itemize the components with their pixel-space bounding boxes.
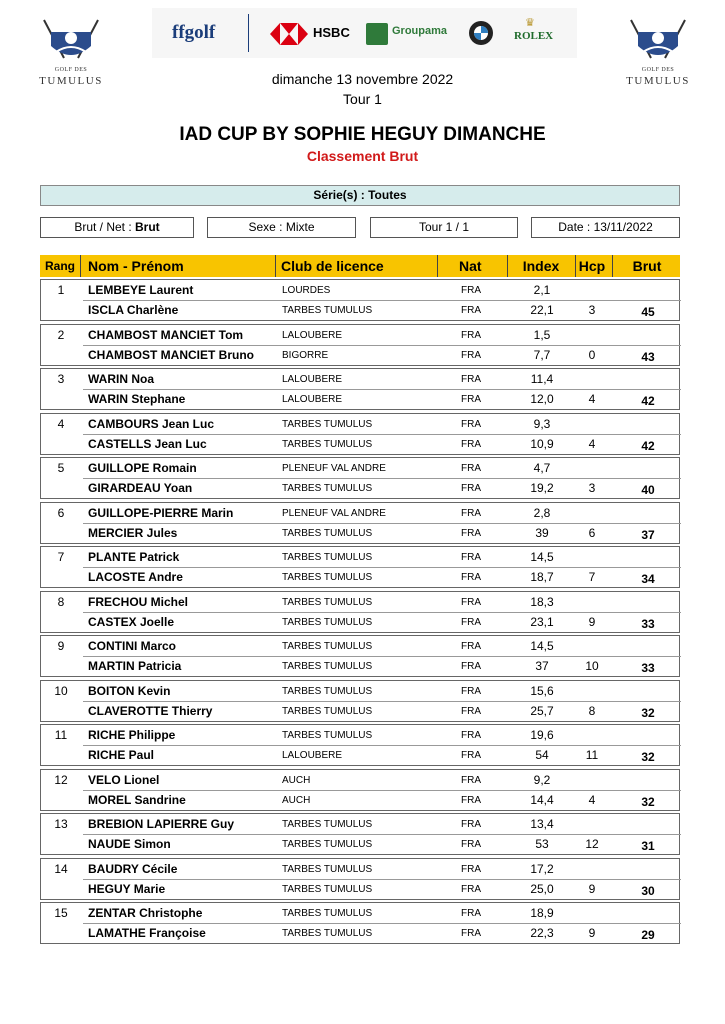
sexe-value: Mixte (285, 220, 315, 234)
team-brut-score: 34 (641, 572, 655, 586)
player-name: MERCIER Jules (88, 525, 178, 540)
team-group (40, 546, 680, 588)
player-nat: FRA (461, 285, 481, 296)
player-nat: FRA (461, 685, 481, 697)
rank-cell: 13 (54, 817, 68, 831)
golf-clubs-icon (34, 18, 108, 68)
row-divider (83, 923, 681, 924)
player-index: 37 (535, 659, 549, 673)
sponsor-divider (248, 14, 249, 52)
groupama-logo-text: Groupama (392, 25, 448, 37)
event-date: dimanche 13 novembre 2022 (271, 71, 454, 87)
player-name: WARIN Stephane (88, 392, 186, 406)
player-club: TARBES TUMULUS (282, 438, 373, 450)
player-club: TARBES TUMULUS (282, 572, 373, 583)
logo-ring-text: GOLF DES (641, 67, 675, 73)
player-index: 54 (535, 748, 549, 762)
player-index: 10,9 (530, 436, 554, 451)
player-nat: FRA (461, 641, 481, 652)
player-nat: FRA (461, 552, 481, 563)
header-separator (612, 255, 613, 277)
rank-cell: 11 (54, 728, 68, 742)
player-club: TARBES TUMULUS (282, 705, 373, 717)
player-name: LACOSTE Andre (88, 570, 183, 584)
player-name: PLANTE Patrick (88, 550, 180, 564)
team-brut-score: 37 (641, 527, 655, 542)
player-club: TARBES TUMULUS (282, 552, 373, 563)
row-divider (83, 478, 681, 479)
player-index: 18,3 (530, 594, 554, 609)
player-index: 22,3 (530, 926, 554, 940)
team-group (40, 680, 680, 722)
team-group (40, 724, 680, 766)
brut-net-box (40, 217, 194, 238)
player-name: VELO Lionel (88, 772, 160, 787)
player-club: LALOUBERE (282, 374, 343, 385)
rank-cell: 10 (54, 683, 68, 698)
team-group (40, 368, 680, 410)
sexe-box (207, 217, 356, 238)
player-nat: FRA (461, 374, 481, 385)
player-nat: FRA (461, 438, 481, 450)
player-index: 2,8 (533, 505, 551, 520)
team-brut-score: 32 (641, 705, 655, 720)
player-nat: FRA (461, 705, 481, 717)
player-name: CHAMBOST MANCIET Bruno (88, 347, 254, 362)
team-hcp: 9 (588, 926, 596, 940)
ffgolf-logo: ffgolf (172, 22, 216, 43)
team-brut-score: 42 (641, 394, 655, 408)
header-separator (275, 255, 276, 277)
player-index: 39 (535, 525, 549, 540)
team-hcp: 3 (588, 303, 596, 317)
team-brut-score: 33 (641, 616, 655, 631)
player-nat: FRA (461, 883, 481, 895)
player-name: MOREL Sandrine (88, 792, 186, 807)
player-club: PLENEUF VAL ANDRE (282, 463, 386, 474)
player-name: BREBION LAPIERRE Guy (88, 817, 235, 831)
player-nat: FRA (461, 928, 481, 939)
player-index: 14,5 (530, 639, 554, 653)
player-nat: FRA (461, 463, 481, 474)
brut-net-value: Brut (135, 220, 160, 234)
player-nat: FRA (461, 730, 481, 741)
player-nat: FRA (461, 839, 481, 850)
player-club: BIGORRE (282, 349, 329, 361)
player-index: 2,1 (533, 283, 551, 297)
rank-cell: 2 (57, 327, 65, 342)
team-brut-score: 32 (641, 794, 655, 809)
player-index: 18,7 (530, 570, 554, 584)
results-table-header (40, 255, 680, 277)
rank-cell: 15 (54, 906, 68, 920)
player-nat: FRA (461, 596, 481, 608)
player-club: TARBES TUMULUS (282, 641, 373, 652)
player-club: TARBES TUMULUS (282, 730, 373, 741)
player-club: TARBES TUMULUS (282, 908, 373, 919)
player-nat: FRA (461, 774, 481, 786)
col-hcp: Hcp (578, 258, 606, 274)
golf-clubs-icon (621, 18, 695, 68)
rank-cell: 9 (57, 639, 65, 653)
header-separator (437, 255, 438, 277)
player-club: TARBES TUMULUS (282, 839, 373, 850)
team-group (40, 635, 680, 677)
team-hcp: 11 (585, 748, 599, 762)
hsbc-logo-text: HSBC (313, 25, 350, 40)
player-name: WARIN Noa (88, 372, 154, 386)
page-subtitle: Classement Brut (306, 148, 419, 164)
team-hcp: 4 (588, 392, 596, 406)
player-index: 53 (535, 837, 549, 851)
date-box: Date : 13/11/2022 (531, 217, 680, 238)
row-divider (83, 523, 681, 524)
header-separator (80, 255, 81, 277)
player-club: TARBES TUMULUS (282, 418, 373, 430)
rank-cell: 7 (57, 550, 65, 564)
col-index: Index (522, 258, 560, 274)
player-nat: FRA (461, 394, 481, 405)
rank-cell: 14 (54, 861, 68, 876)
player-club: AUCH (282, 794, 311, 806)
player-index: 19,2 (530, 481, 554, 495)
player-name: GUILLOPE-PIERRE Marin (88, 505, 234, 520)
player-club: TARBES TUMULUS (282, 928, 373, 939)
player-index: 22,1 (530, 303, 554, 317)
team-hcp: 4 (588, 792, 596, 807)
player-name: CAMBOURS Jean Luc (88, 416, 215, 431)
team-hcp: 9 (588, 614, 596, 629)
player-club: LALOUBERE (282, 329, 343, 341)
player-club: TARBES TUMULUS (282, 305, 373, 316)
player-index: 19,6 (530, 728, 554, 742)
player-club: TARBES TUMULUS (282, 616, 373, 628)
player-index: 12,0 (530, 392, 554, 406)
player-index: 9,3 (533, 416, 551, 431)
player-index: 9,2 (533, 772, 551, 787)
player-index: 11,4 (530, 372, 554, 386)
sponsor-banner (152, 8, 577, 58)
player-name: ZENTAR Christophe (88, 906, 203, 920)
team-hcp: 3 (588, 481, 596, 495)
player-name: LAMATHE Françoise (88, 926, 206, 940)
player-club: LALOUBERE (282, 394, 343, 405)
team-hcp: 9 (588, 881, 596, 896)
team-brut-score: 33 (641, 661, 655, 675)
player-name: CHAMBOST MANCIET Tom (88, 327, 244, 342)
team-hcp: 10 (585, 659, 599, 673)
player-nat: FRA (461, 819, 481, 830)
logo-name-text: TUMULUS (39, 75, 103, 87)
player-nat: FRA (461, 863, 481, 875)
player-name: CONTINI Marco (88, 639, 177, 653)
player-name: BAUDRY Cécile (88, 861, 178, 876)
event-tour: Tour 1 (343, 91, 382, 107)
player-index: 14,4 (530, 792, 554, 807)
player-name: FRECHOU Michel (88, 594, 189, 609)
team-hcp: 6 (588, 525, 596, 540)
team-brut-score: 43 (641, 349, 655, 364)
team-group (40, 279, 680, 321)
team-brut-score: 42 (641, 438, 655, 453)
team-group (40, 502, 680, 544)
player-index: 25,0 (530, 881, 554, 896)
player-name: CASTELLS Jean Luc (88, 436, 207, 451)
team-hcp: 0 (588, 347, 596, 362)
player-nat: FRA (461, 572, 481, 583)
row-divider (83, 790, 681, 791)
player-nat: FRA (461, 794, 481, 806)
team-group (40, 813, 680, 855)
rolex-logo-text: ROLEX (514, 30, 554, 42)
player-index: 18,9 (530, 906, 554, 920)
player-index: 25,7 (530, 703, 554, 718)
series-filter-bar: Série(s) : Toutes (40, 185, 680, 206)
col-nat: Nat (459, 258, 482, 274)
player-club: TARBES TUMULUS (282, 527, 373, 539)
rank-cell: 8 (57, 594, 65, 609)
player-index: 13,4 (530, 817, 554, 831)
player-name: LEMBEYE Laurent (88, 283, 194, 297)
team-group (40, 858, 680, 900)
player-name: RICHE Philippe (88, 728, 176, 742)
rank-cell: 12 (54, 772, 68, 787)
player-index: 1,5 (533, 327, 551, 342)
player-name: RICHE Paul (88, 748, 155, 762)
player-name: GIRARDEAU Yoan (88, 481, 193, 495)
page-title: IAD CUP BY SOPHIE HEGUY DIMANCHE (179, 124, 546, 145)
row-divider (83, 612, 681, 613)
player-club: TARBES TUMULUS (282, 596, 373, 608)
player-index: 4,7 (533, 461, 551, 475)
player-nat: FRA (461, 661, 481, 672)
col-brut: Brut (632, 258, 662, 274)
team-group (40, 769, 680, 811)
team-hcp: 12 (585, 837, 599, 851)
player-club: AUCH (282, 774, 311, 786)
player-nat: FRA (461, 750, 481, 761)
player-club: TARBES TUMULUS (282, 685, 373, 697)
rolex-crown-icon: ♛ (525, 17, 535, 29)
player-nat: FRA (461, 507, 481, 519)
bmw-roundel-icon (469, 21, 493, 45)
rank-cell: 4 (57, 416, 65, 431)
team-hcp: 4 (588, 436, 596, 451)
player-name: GUILLOPE Romain (88, 461, 197, 475)
brut-net-label: Brut / Net : (74, 220, 132, 234)
logo-name-text: TUMULUS (626, 75, 690, 87)
rank-cell: 1 (57, 283, 65, 297)
team-group (40, 591, 680, 633)
player-index: 7,7 (533, 347, 551, 362)
player-club: LALOUBERE (282, 750, 343, 761)
player-name: NAUDE Simon (88, 837, 171, 851)
player-nat: FRA (461, 418, 481, 430)
player-club: TARBES TUMULUS (282, 883, 373, 895)
col-rang: Rang (45, 259, 75, 273)
team-group (40, 324, 680, 366)
groupama-icon (366, 23, 388, 45)
player-index: 15,6 (530, 683, 554, 698)
col-nom: Nom - Prénom (88, 258, 184, 274)
player-nat: FRA (461, 616, 481, 628)
team-brut-score: 45 (641, 305, 655, 319)
row-divider (83, 567, 681, 568)
player-name: BOITON Kevin (88, 683, 171, 698)
team-brut-score: 31 (641, 839, 655, 853)
team-brut-score: 29 (641, 928, 655, 942)
player-nat: FRA (461, 329, 481, 341)
row-divider (83, 345, 681, 346)
player-nat: FRA (461, 527, 481, 539)
team-brut-score: 40 (641, 483, 655, 497)
tour-box: Tour 1 / 1 (370, 217, 518, 238)
row-divider (83, 389, 681, 390)
player-nat: FRA (461, 349, 481, 361)
row-divider (83, 300, 681, 301)
rank-cell: 5 (57, 461, 65, 475)
row-divider (83, 745, 681, 746)
player-name: ISCLA Charlène (88, 303, 179, 317)
rank-cell: 6 (57, 505, 65, 520)
player-nat: FRA (461, 483, 481, 494)
player-name: CLAVEROTTE Thierry (88, 703, 213, 718)
player-club: TARBES TUMULUS (282, 819, 373, 830)
row-divider (83, 434, 681, 435)
team-group (40, 413, 680, 455)
sexe-label: Sexe : (248, 220, 283, 234)
player-club: LOURDES (282, 285, 331, 296)
hsbc-hexagon-icon (270, 23, 308, 45)
player-name: MARTIN Patricia (88, 659, 182, 673)
row-divider (83, 656, 681, 657)
player-nat: FRA (461, 305, 481, 316)
team-brut-score: 32 (641, 750, 655, 764)
player-club: TARBES TUMULUS (282, 863, 373, 875)
col-club: Club de licence (281, 258, 384, 274)
player-index: 17,2 (530, 861, 554, 876)
player-index: 14,5 (530, 550, 554, 564)
team-hcp: 8 (588, 703, 596, 718)
rank-cell: 3 (57, 372, 65, 386)
team-group (40, 457, 680, 499)
player-name: HEGUY Marie (88, 881, 166, 896)
row-divider (83, 701, 681, 702)
team-brut-score: 30 (641, 883, 655, 898)
team-hcp: 7 (588, 570, 596, 584)
player-index: 23,1 (530, 614, 554, 629)
logo-ring-text: GOLF DES (54, 67, 88, 73)
team-group (40, 902, 680, 944)
player-club: PLENEUF VAL ANDRE (282, 507, 386, 519)
player-name: CASTEX Joelle (88, 614, 175, 629)
row-divider (83, 834, 681, 835)
player-club: TARBES TUMULUS (282, 661, 373, 672)
player-nat: FRA (461, 908, 481, 919)
player-club: TARBES TUMULUS (282, 483, 373, 494)
row-divider (83, 879, 681, 880)
